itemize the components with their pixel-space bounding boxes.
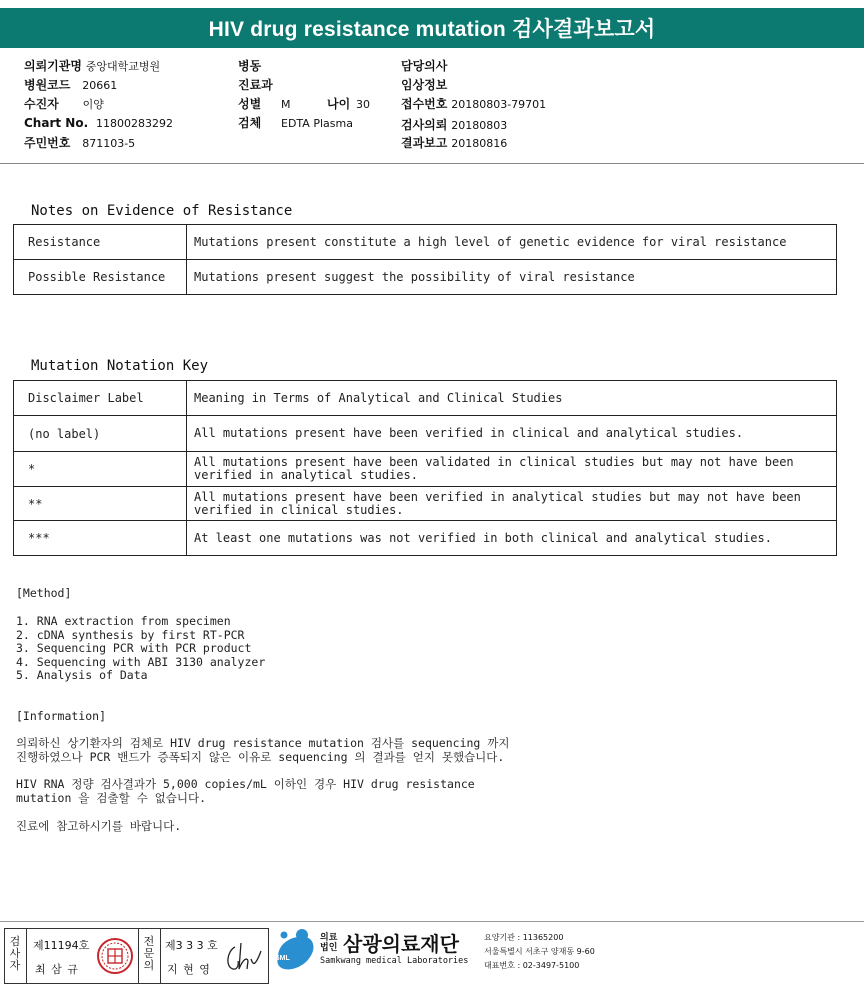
method-heading: [Method] <box>16 586 72 600</box>
lab-phone: 대표번호 : 02-3497-5100 <box>484 961 580 970</box>
examiner-license: 제11194호 <box>33 939 90 952</box>
notes-text-cell: Mutations present suggest the possibility of viral resistance <box>187 260 837 295</box>
lab-corp-label-2: 법인 <box>320 943 338 953</box>
examinee-value: 이양 <box>82 98 104 111</box>
key-text-cell: All mutations present have been verified in clinical and analytical studies. <box>187 416 837 452</box>
notes-text-cell: Mutations present constitute a high level of genetic evidence for viral resistance <box>187 225 837 260</box>
information-line: 의뢰하신 상기환자의 검체로 HIV drug resistance mutation 검사를 sequencing 까지 <box>16 736 510 750</box>
lab-name: 삼광의료재단 <box>343 932 459 956</box>
specialist-label-chars: 전문의 <box>143 935 155 972</box>
notes-label-cell: Resistance <box>14 225 187 260</box>
lab-logo-badge: SML <box>275 955 290 962</box>
table-row <box>14 225 837 260</box>
information-paragraph-3: 진료에 참고하시기를 바랍니다. <box>16 819 182 833</box>
header-divider <box>0 163 864 164</box>
footer-divider <box>0 921 864 922</box>
specialist-name: 지 현 영 <box>167 963 211 976</box>
resident-no-row <box>24 134 135 151</box>
ward-label: 병동 <box>238 59 262 73</box>
list-item: 4. Sequencing with ABI 3130 analyzer <box>16 654 266 669</box>
key-label-cell: (no label) <box>14 416 187 452</box>
doctor-row <box>401 57 447 74</box>
age-row <box>327 95 370 112</box>
examinee-row <box>24 95 104 112</box>
examiner-label-vertical <box>9 936 21 972</box>
lab-corp-label-1: 의료 <box>320 933 338 943</box>
sex-value: M <box>281 98 291 111</box>
report-title: HIV drug resistance mutation 검사결과보고서 <box>0 8 864 48</box>
method-list <box>16 615 265 683</box>
key-label-cell: *** <box>14 521 187 556</box>
key-label-cell: * <box>14 452 187 487</box>
specialist-signature-icon <box>221 937 265 981</box>
request-date-label: 검사의뢰 <box>401 118 448 132</box>
chart-no-row <box>24 116 173 130</box>
doctor-label: 담당의사 <box>401 59 448 73</box>
table-row <box>14 416 837 452</box>
chart-no-value: 11800283292 <box>95 117 173 130</box>
receipt-no-label: 접수번호 <box>401 97 448 111</box>
key-text-cell: At least one mutations was not verified in both clinical and analytical studies. <box>187 521 837 556</box>
examiner-seal-icon <box>95 935 135 981</box>
examiner-name: 최 삼 규 <box>35 963 79 976</box>
receipt-no-value: 20180803-79701 <box>451 98 547 111</box>
department-row <box>238 76 273 93</box>
notes-heading: Notes on Evidence of Resistance <box>31 203 293 219</box>
hospital-code-value: 20661 <box>82 79 118 92</box>
examiner-label-column <box>5 929 27 983</box>
sex-row <box>238 95 291 112</box>
notes-table <box>13 224 837 295</box>
lab-logo <box>272 927 318 981</box>
report-date-row <box>401 134 507 151</box>
age-label: 나이 <box>327 97 351 111</box>
key-label-cell: Disclaimer Label <box>14 381 187 416</box>
signature-box <box>4 928 269 984</box>
institution-label: 의뢰기관명 <box>24 59 82 73</box>
notes-label-cell: Possible Resistance <box>14 260 187 295</box>
report-date-label: 결과보고 <box>401 136 448 150</box>
list-item: 3. Sequencing PCR with PCR product <box>16 641 252 655</box>
key-heading: Mutation Notation Key <box>31 358 209 374</box>
information-heading: [Information] <box>16 709 107 723</box>
key-text-cell: Meaning in Terms of Analytical and Clinical Studies <box>187 381 837 416</box>
age-value: 30 <box>356 98 371 111</box>
institution-value: 중앙대학교병원 <box>85 60 161 73</box>
ward-row <box>238 57 261 74</box>
hospital-code-row <box>24 76 117 93</box>
specimen-value: EDTA Plasma <box>281 117 353 130</box>
request-date-value: 20180803 <box>451 119 508 132</box>
resident-no-value: 871103-5 <box>82 137 136 150</box>
lab-address: 서울특별시 서초구 양재동 9-60 <box>484 947 595 956</box>
request-date-row <box>401 116 507 133</box>
hospital-code-label: 병원코드 <box>24 78 71 92</box>
key-text-cell: All mutations present have been validated in clinical studies but may not have been verified in analytical studies. <box>187 452 837 487</box>
specialist-label-vertical <box>143 936 155 972</box>
table-row <box>14 260 837 295</box>
lab-contact <box>484 931 595 973</box>
receipt-no-row <box>401 95 546 112</box>
table-row <box>14 452 837 487</box>
sex-label: 성별 <box>238 97 262 111</box>
specialist-license: 제3 3 3 호 <box>165 939 218 952</box>
table-row <box>14 521 837 556</box>
information-line: mutation 을 검출할 수 없습니다. <box>16 790 206 805</box>
clinical-info-row <box>401 76 447 93</box>
lab-name-en: Samkwang medical Laboratories <box>320 956 469 966</box>
information-paragraph-2 <box>16 778 475 805</box>
lab-corp-label <box>320 933 337 953</box>
chart-no-label: Chart No. <box>24 116 89 130</box>
specialist-label-column <box>138 929 161 983</box>
clinical-info-label: 임상정보 <box>401 78 448 92</box>
specimen-row <box>238 114 353 131</box>
examinee-label: 수진자 <box>24 97 59 111</box>
institution-row <box>24 57 160 74</box>
department-label: 진료과 <box>238 78 273 92</box>
list-item: 2. cDNA synthesis by first RT-PCR <box>16 627 245 642</box>
report-date-value: 20180816 <box>451 137 508 150</box>
information-line: 진행하였으나 PCR 밴드가 증폭되지 않은 이유로 sequencing 의 결과를 얻지 못했습니다. <box>16 749 505 764</box>
table-row <box>14 487 837 521</box>
key-label-cell: ** <box>14 487 187 521</box>
lab-logo-icon <box>272 927 318 977</box>
information-line: HIV RNA 정량 검사결과가 5,000 copies/mL 이하인 경우 HIV drug resistance <box>16 777 475 791</box>
specimen-label: 검체 <box>238 116 262 130</box>
information-paragraph-1 <box>16 737 510 764</box>
key-text-cell: All mutations present have been verified in analytical studies but may not have been verified in clinical studies. <box>187 487 837 521</box>
lab-institution-code: 요양기관 : 11365200 <box>484 933 564 942</box>
key-table <box>13 380 837 556</box>
examiner-label-chars: 검사자 <box>9 935 21 972</box>
table-row <box>14 381 837 416</box>
list-item: 5. Analysis of Data <box>16 668 148 682</box>
list-item: 1. RNA extraction from specimen <box>16 614 231 628</box>
resident-no-label: 주민번호 <box>24 136 71 150</box>
